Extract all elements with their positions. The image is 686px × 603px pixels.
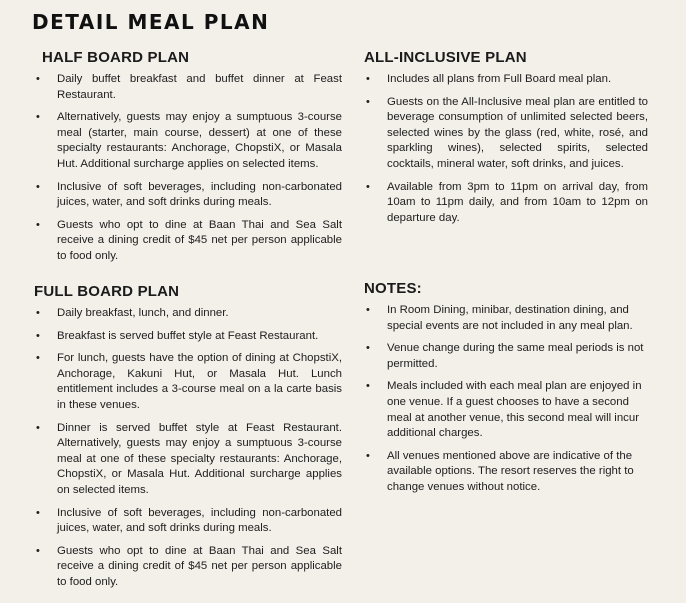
half-board-section (34, 49, 342, 272)
list-item-text: Guests who opt to dine at Baan Thai and Sea Salt receive a dining credit of $45 net per person applicable to food only. (57, 218, 342, 262)
bullet-icon: • (366, 95, 370, 108)
list-item-text: Inclusive of soft beverages, including non-carbonated juices, water, and soft drinks during meals. (57, 180, 342, 209)
list-item-text: Daily buffet breakfast and buffet dinner at Feast Restaurant. (57, 73, 342, 101)
bullet-icon: • (36, 421, 40, 434)
list-item (34, 351, 342, 413)
list-item-text: Guests on the All-Inclusive meal plan are entitled to beverage consumption of unlimited selected beers, selected wines by the glass (red, white, rosé, and sparkling wines), selected spirits, selected cocktails, mineral water, soft drinks, and juices. (387, 95, 648, 170)
bullet-icon: • (366, 342, 370, 355)
half-board-list (34, 72, 342, 265)
list-item (34, 306, 342, 322)
bullet-icon: • (36, 73, 40, 85)
list-item (364, 341, 648, 372)
bullet-icon: • (366, 380, 370, 393)
list-item-text: In Room Dining, minibar, destination dining, and special events are not included in any meal plan. (387, 304, 633, 332)
page-title: DETAIL MEAL PLAN (32, 10, 270, 34)
list-item (364, 379, 648, 441)
list-item-text: Breakfast is served buffet style at Feast Restaurant. (57, 329, 319, 342)
all-inclusive-list (364, 72, 648, 226)
list-item (34, 72, 342, 103)
list-item (364, 95, 648, 173)
all-inclusive-heading: ALL-INCLUSIVE PLAN (364, 49, 527, 66)
full-board-section (34, 283, 342, 598)
notes-section (364, 280, 648, 503)
list-item-text: Daily breakfast, lunch, and dinner. (57, 307, 229, 319)
list-item (34, 506, 342, 537)
list-item (364, 449, 648, 496)
bullet-icon: • (366, 180, 370, 193)
bullet-icon: • (366, 304, 370, 316)
full-board-list (34, 306, 342, 591)
all-inclusive-section (364, 49, 648, 233)
notes-heading: NOTES: (364, 280, 422, 297)
list-item-text: Alternatively, guests may enjoy a sumptuous 3-course meal (starter, main course, dessert) at one of these specialty restaurants: Anchorage, ChopstiX, or Masala Hut. Additional surcharge applies on selected items. (57, 111, 342, 170)
bullet-icon: • (36, 111, 40, 124)
list-item (34, 544, 342, 591)
list-item (34, 180, 342, 211)
list-item (34, 218, 342, 265)
list-item-text: For lunch, guests have the option of dining at ChopstiX, Anchorage, Kakuni Hut, or Masala Hut. Lunch entitlement includes a 3-course meal on a la carte basis in these venues. (57, 352, 342, 411)
bullet-icon: • (366, 449, 370, 462)
list-item (34, 329, 342, 345)
list-item-text: Venue change during the same meal periods is not permitted. (387, 342, 644, 370)
list-item (34, 110, 342, 172)
list-item-text: Meals included with each meal plan are enjoyed in one venue. If a guest chooses to have a second meal at another venue, this second meal will incur additional charges. (387, 380, 642, 440)
list-item-text: Includes all plans from Full Board meal plan. (387, 73, 612, 85)
list-item (34, 421, 342, 499)
list-item-text: Dinner is served buffet style at Feast Restaurant. Alternatively, guests may enjoy a sumptuous 3-course meal at one of these specialty restaurants: Anchorage, ChopstiX, or Masala Hut. Additional surcharge applies on selected items. (57, 421, 342, 496)
list-item-text: Guests who opt to dine at Baan Thai and Sea Salt receive a dining credit of $45 net per person applicable to food only. (57, 544, 342, 588)
bullet-icon: • (36, 307, 40, 319)
list-item-text: Inclusive of soft beverages, including non-carbonated juices, water, and soft drinks during meals. (57, 506, 342, 535)
list-item-text: Available from 3pm to 11pm on arrival day, from 10am to 11pm daily, and from 10am to 12pm on departure day. (387, 180, 648, 224)
bullet-icon: • (366, 73, 370, 85)
list-item-text: All venues mentioned above are indicative of the available options. The resort reserves the right to change venues without notice. (387, 449, 634, 493)
bullet-icon: • (36, 352, 40, 365)
bullet-icon: • (36, 218, 40, 231)
bullet-icon: • (36, 506, 40, 519)
notes-list (364, 303, 648, 496)
bullet-icon: • (36, 329, 40, 342)
list-item (364, 180, 648, 227)
half-board-heading: HALF BOARD PLAN (42, 49, 190, 66)
bullet-icon: • (36, 180, 40, 193)
full-board-heading: FULL BOARD PLAN (34, 283, 180, 300)
list-item (364, 72, 648, 88)
bullet-icon: • (36, 544, 40, 557)
list-item (364, 303, 648, 334)
